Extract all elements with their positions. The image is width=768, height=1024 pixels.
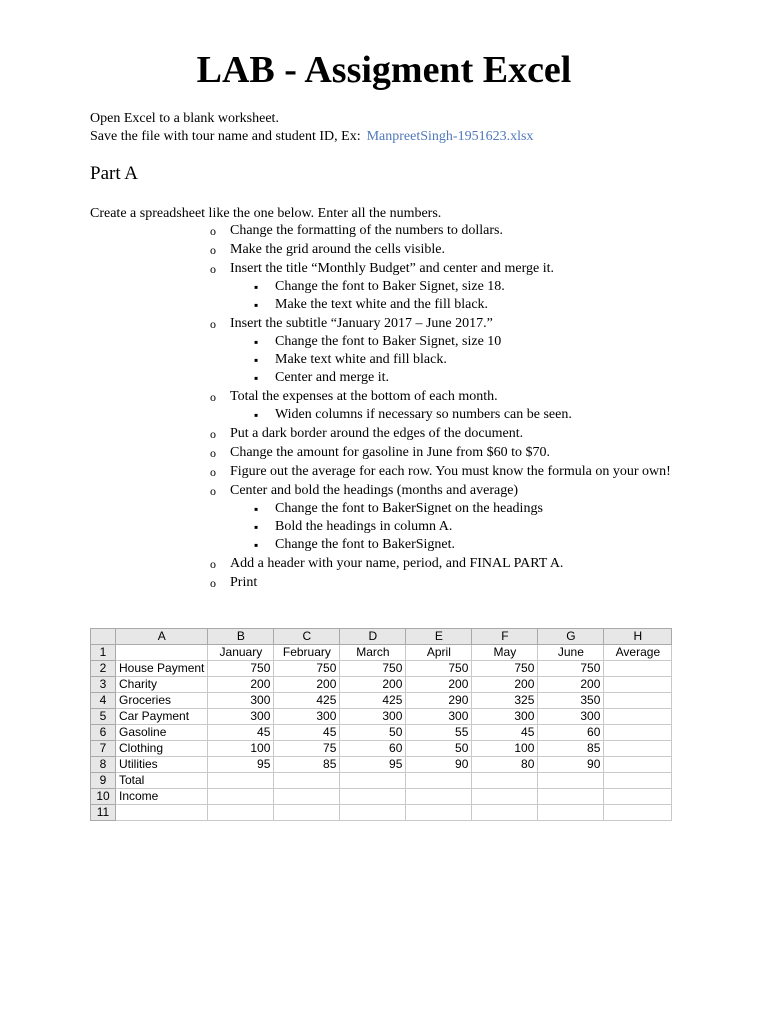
value-cell[interactable]: 750 xyxy=(538,661,604,677)
value-cell[interactable]: 100 xyxy=(472,741,538,757)
subtask-item: ▪ Make the text white and the fill black. xyxy=(230,296,680,314)
task-item xyxy=(210,241,680,259)
value-cell[interactable] xyxy=(538,773,604,789)
row-label-cell[interactable]: Charity xyxy=(116,677,208,693)
table-row xyxy=(91,693,672,709)
subtask-list xyxy=(230,278,680,314)
task-item xyxy=(210,388,680,424)
intro-line-2-text: Save the file with tour name and student ID, Ex: xyxy=(90,129,361,144)
task-text: Change the amount for gasoline in June from $60 to $70. xyxy=(230,445,550,460)
value-cell[interactable]: 85 xyxy=(538,741,604,757)
value-cell[interactable]: 45 xyxy=(274,725,340,741)
month-header-cell[interactable]: May xyxy=(472,645,538,661)
value-cell[interactable] xyxy=(604,805,672,821)
value-cell[interactable]: 75 xyxy=(274,741,340,757)
value-cell[interactable] xyxy=(208,789,274,805)
row-label-cell[interactable] xyxy=(116,645,208,661)
corner-cell[interactable] xyxy=(91,629,116,645)
task-item xyxy=(210,463,680,481)
value-cell[interactable]: 100 xyxy=(208,741,274,757)
value-cell[interactable]: 60 xyxy=(340,741,406,757)
task-text: Add a header with your name, period, and FINAL PART A. xyxy=(230,556,564,571)
value-cell[interactable]: 80 xyxy=(472,757,538,773)
value-cell[interactable]: 350 xyxy=(538,693,604,709)
value-cell[interactable]: 95 xyxy=(208,757,274,773)
table-row xyxy=(91,757,672,773)
value-cell[interactable] xyxy=(340,805,406,821)
table-row xyxy=(91,725,672,741)
value-cell[interactable] xyxy=(604,741,672,757)
row-label-cell[interactable]: Utilities xyxy=(116,757,208,773)
month-header-cell[interactable]: June xyxy=(538,645,604,661)
month-header-cell[interactable]: March xyxy=(340,645,406,661)
task-item xyxy=(210,425,680,443)
task-text: Insert the title “Monthly Budget” and center and merge it. xyxy=(230,261,554,276)
value-cell[interactable]: 200 xyxy=(274,677,340,693)
table-row xyxy=(91,677,672,693)
value-cell[interactable] xyxy=(604,773,672,789)
column-header-row xyxy=(91,629,672,645)
intro-line-1: Open Excel to a blank worksheet. xyxy=(90,111,279,126)
month-header-cell[interactable]: February xyxy=(274,645,340,661)
month-header-cell[interactable]: January xyxy=(208,645,274,661)
document-title: LAB - Assigment Excel xyxy=(196,49,572,91)
value-cell[interactable]: 200 xyxy=(340,677,406,693)
value-cell[interactable]: 90 xyxy=(406,757,472,773)
subtask-item: ▪ Center and merge it. xyxy=(230,369,680,387)
task-item xyxy=(210,555,680,573)
example-filename: ManpreetSingh-1951623.xlsx xyxy=(366,129,534,144)
subtask-list xyxy=(230,406,680,424)
value-cell[interactable] xyxy=(274,789,340,805)
value-cell[interactable] xyxy=(340,773,406,789)
value-cell[interactable] xyxy=(274,805,340,821)
value-cell[interactable]: 55 xyxy=(406,725,472,741)
row-number[interactable]: 2 xyxy=(91,661,116,677)
month-header-cell[interactable]: April xyxy=(406,645,472,661)
value-cell[interactable]: 50 xyxy=(340,725,406,741)
task-text: Print xyxy=(230,575,258,590)
value-cell[interactable] xyxy=(208,773,274,789)
task-text: Make the grid around the cells visible. xyxy=(230,242,445,257)
row-label-cell[interactable] xyxy=(116,805,208,821)
part-a-heading: Part A xyxy=(90,163,139,184)
intro-line-2 xyxy=(90,128,533,146)
value-cell[interactable] xyxy=(406,805,472,821)
task-item xyxy=(210,260,680,314)
task-text: Change the formatting of the numbers to dollars. xyxy=(230,223,503,238)
subtask-item: ▪ Change the font to Baker Signet, size 18. xyxy=(230,278,680,296)
row-number[interactable]: 8 xyxy=(91,757,116,773)
column-header[interactable]: C xyxy=(274,629,340,645)
column-header[interactable]: H xyxy=(604,629,672,645)
table-row xyxy=(91,645,672,661)
value-cell[interactable] xyxy=(604,661,672,677)
value-cell[interactable] xyxy=(406,789,472,805)
row-number[interactable]: 9 xyxy=(91,773,116,789)
subtask-item: ▪ Make text white and fill black. xyxy=(230,351,680,369)
value-cell[interactable]: 45 xyxy=(472,725,538,741)
column-header[interactable]: D xyxy=(340,629,406,645)
value-cell[interactable]: 300 xyxy=(208,709,274,725)
value-cell[interactable] xyxy=(604,693,672,709)
value-cell[interactable]: 200 xyxy=(472,677,538,693)
value-cell[interactable]: 200 xyxy=(208,677,274,693)
value-cell[interactable] xyxy=(604,677,672,693)
value-cell[interactable]: 45 xyxy=(208,725,274,741)
task-item xyxy=(210,444,680,462)
task-item xyxy=(210,482,680,554)
value-cell[interactable]: 50 xyxy=(406,741,472,757)
value-cell[interactable] xyxy=(472,773,538,789)
value-cell[interactable] xyxy=(208,805,274,821)
value-cell[interactable]: 290 xyxy=(406,693,472,709)
task-text: Total the expenses at the bottom of each month. xyxy=(230,389,498,404)
value-cell[interactable]: 425 xyxy=(340,693,406,709)
value-cell[interactable]: 300 xyxy=(340,709,406,725)
row-label-cell[interactable]: Groceries xyxy=(116,693,208,709)
value-cell[interactable]: 200 xyxy=(538,677,604,693)
value-cell[interactable]: 90 xyxy=(538,757,604,773)
table-row xyxy=(91,789,672,805)
row-number[interactable]: 10 xyxy=(91,789,116,805)
row-label-cell[interactable]: Clothing xyxy=(116,741,208,757)
value-cell[interactable]: 750 xyxy=(208,661,274,677)
intro-block xyxy=(90,110,533,146)
table-row xyxy=(91,773,672,789)
task-list xyxy=(210,222,680,593)
task-item xyxy=(210,222,680,240)
table-row xyxy=(91,661,672,677)
column-header[interactable]: G xyxy=(538,629,604,645)
subtask-item: ▪ Bold the headings in column A. xyxy=(230,518,680,536)
value-cell[interactable] xyxy=(604,757,672,773)
value-cell[interactable] xyxy=(604,709,672,725)
value-cell[interactable]: 85 xyxy=(274,757,340,773)
column-header[interactable]: A xyxy=(116,629,208,645)
column-header[interactable]: E xyxy=(406,629,472,645)
row-number[interactable]: 7 xyxy=(91,741,116,757)
month-header-cell[interactable]: Average xyxy=(604,645,672,661)
row-label-cell[interactable]: Income xyxy=(116,789,208,805)
value-cell[interactable]: 300 xyxy=(274,709,340,725)
row-label-cell[interactable]: Car Payment xyxy=(116,709,208,725)
task-text: Center and bold the headings (months and average) xyxy=(230,483,519,498)
value-cell[interactable] xyxy=(274,773,340,789)
value-cell[interactable]: 325 xyxy=(472,693,538,709)
value-cell[interactable] xyxy=(340,789,406,805)
value-cell[interactable]: 200 xyxy=(406,677,472,693)
subtask-item: ▪ Change the font to BakerSignet on the headings xyxy=(230,500,680,518)
value-cell[interactable] xyxy=(406,773,472,789)
row-number[interactable]: 6 xyxy=(91,725,116,741)
value-cell[interactable]: 750 xyxy=(406,661,472,677)
value-cell[interactable]: 300 xyxy=(538,709,604,725)
column-header[interactable]: F xyxy=(472,629,538,645)
row-number[interactable]: 5 xyxy=(91,709,116,725)
row-number[interactable]: 3 xyxy=(91,677,116,693)
value-cell[interactable] xyxy=(604,789,672,805)
task-item xyxy=(210,574,680,592)
value-cell[interactable] xyxy=(472,789,538,805)
subtask-list xyxy=(230,333,680,387)
spreadsheet-table xyxy=(90,628,672,821)
row-label-cell[interactable]: House Payment xyxy=(116,661,208,677)
value-cell[interactable]: 60 xyxy=(538,725,604,741)
value-cell[interactable] xyxy=(472,805,538,821)
row-label-cell[interactable]: Gasoline xyxy=(116,725,208,741)
value-cell[interactable]: 750 xyxy=(472,661,538,677)
subtask-item: ▪ Change the font to Baker Signet, size 10 xyxy=(230,333,680,351)
value-cell[interactable] xyxy=(538,789,604,805)
part-a-lead: Create a spreadsheet like the one below. Enter all the numbers. xyxy=(90,206,442,221)
task-text: Put a dark border around the edges of the document. xyxy=(230,426,524,441)
value-cell[interactable] xyxy=(604,725,672,741)
row-number[interactable]: 4 xyxy=(91,693,116,709)
table-row xyxy=(91,709,672,725)
task-item xyxy=(210,315,680,387)
column-header[interactable]: B xyxy=(208,629,274,645)
value-cell[interactable] xyxy=(538,805,604,821)
subtask-list xyxy=(230,500,680,554)
value-cell[interactable]: 300 xyxy=(472,709,538,725)
row-number[interactable]: 1 xyxy=(91,645,116,661)
value-cell[interactable]: 750 xyxy=(340,661,406,677)
value-cell[interactable]: 300 xyxy=(406,709,472,725)
subtask-item: ▪ Widen columns if necessary so numbers can be seen. xyxy=(230,406,680,424)
value-cell[interactable]: 425 xyxy=(274,693,340,709)
value-cell[interactable]: 95 xyxy=(340,757,406,773)
table-row xyxy=(91,741,672,757)
row-number[interactable]: 11 xyxy=(91,805,116,821)
task-text: Insert the subtitle “January 2017 – June 2017.” xyxy=(230,316,493,331)
row-label-cell[interactable]: Total xyxy=(116,773,208,789)
subtask-item: ▪ Change the font to BakerSignet. xyxy=(230,536,680,554)
table-row xyxy=(91,805,672,821)
value-cell[interactable]: 750 xyxy=(274,661,340,677)
value-cell[interactable]: 300 xyxy=(208,693,274,709)
task-text: Figure out the average for each row. You must know the formula on your own! xyxy=(230,464,671,479)
